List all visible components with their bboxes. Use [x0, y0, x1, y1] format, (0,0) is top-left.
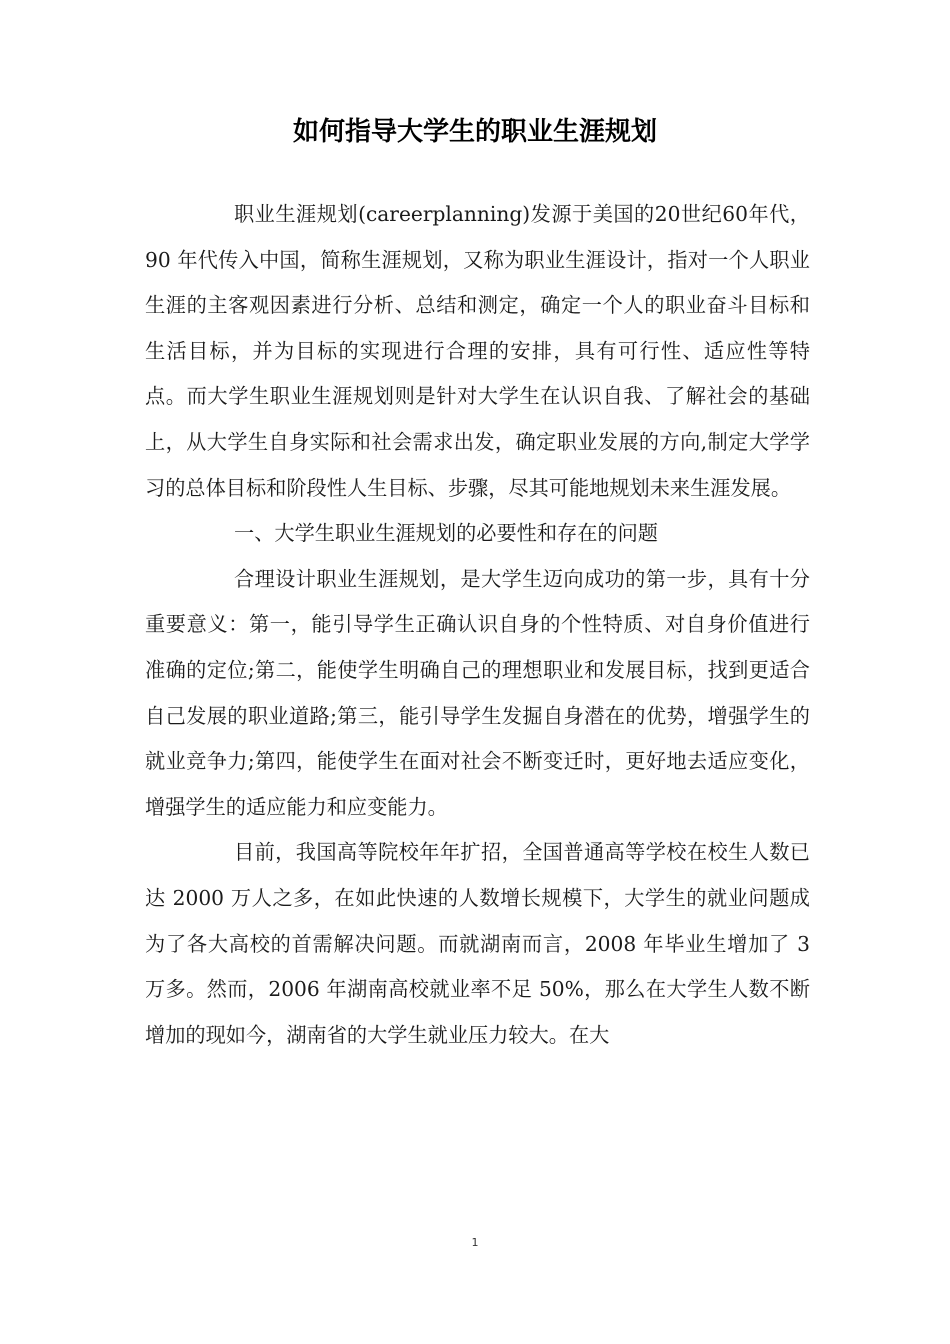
document-title: 如何指导大学生的职业生涯规划 — [292, 117, 657, 147]
paragraph-significance: 合理设计职业生涯规划，是大学生迈向成功的第一步，具有十分重要意义：第一，能引导学生正确认识自身的个性特质、对自身价值进行准确的定位;第二，能使学生明确自己的理想职业和发展目标，找到更适合自己发展的职业道路;第三，能引导学生发掘自身潜在的优势，增强学生的就业竞争力;第四，能使学生在面对社会不断变迁时，更好地去适应变化，增强学生的适应能力和应变能力。 — [145, 566, 810, 819]
paragraph-intro: 职业生涯规划(careerplanning)发源于美国的20世纪60年代，90 年代传入中国，简称生涯规划，又称为职业生涯设计，指对一个人职业生涯的主客观因素进行分析、总结和测定，确定一个人的职业奋斗目标和生活目标，并为目标的实现进行合理的安排，具有可行性、适应性等特点。而大学生职业生涯规划则是针对大学生在认识自我、了解社会的基础上，从大学生自身实际和社会需求出发，确定职业发展的方向,制定大学学习的总体目标和阶段性人生目标、步骤，尽其可能地规划未来生涯发展。 — [145, 202, 810, 500]
paragraph-current-situation: 目前，我国高等院校年年扩招，全国普通高等学校在校生人数已达 2000 万人之多，在如此快速的人数增长规模下，大学生的就业问题成为了各大高校的首需解决问题。而就湖南而言，2008 年毕业生增加了 3 万多。然而，2006 年湖南高校就业率不足 50%，那么在大学生人数不断增加的现如今，湖南省的大学生就业压力较大。在大 — [145, 840, 810, 1047]
section-heading: 一、大学生职业生涯规划的必要性和存在的问题 — [234, 521, 658, 546]
document-body — [145, 192, 810, 1058]
page-number: 1 — [471, 1236, 479, 1249]
